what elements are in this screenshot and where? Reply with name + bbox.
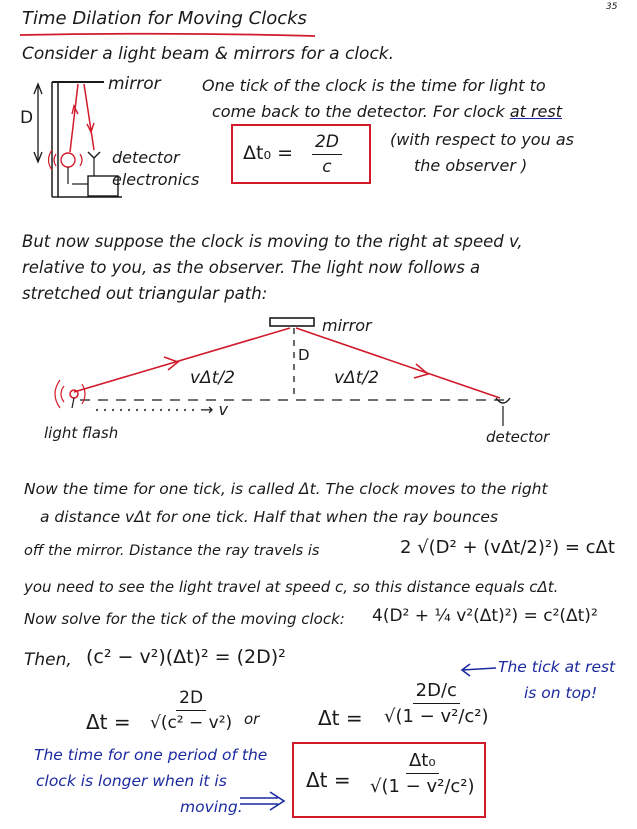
triangle-mirror-label: mirror (322, 316, 372, 335)
conclusion-arrow-icon (238, 790, 288, 812)
final-eq-fraction (370, 750, 475, 797)
page-title: Time Dilation for Moving Clocks (22, 8, 307, 29)
triangle-detector-label: detector (486, 428, 550, 446)
tick-text-line1: One tick of the clock is the time for light to (202, 76, 546, 95)
derivation-line6b: (c² − v²)(Δt)² = (2D)² (86, 646, 286, 668)
derivation-line1: Now the time for one tick, is called Δt. The clock moves to the right (24, 480, 548, 498)
tick-text-line2 (212, 104, 562, 120)
tick-text-line4: the observer ) (414, 156, 528, 175)
triangle-right-leg-label: vΔt/2 (334, 368, 379, 388)
intro-text: Consider a light beam & mirrors for a clock. (22, 44, 395, 64)
result2-num: 2D/c (413, 680, 460, 704)
conclusion-line1: The time for one period of the (34, 746, 268, 764)
derivation-line5b: 4(D² + ¼ v²(Δt)²) = c²(Δt)² (372, 606, 598, 626)
triangle-left-leg-label: vΔt/2 (190, 368, 235, 388)
conclusion-line3: moving. (180, 798, 243, 816)
result2-fraction (384, 680, 489, 727)
rest-eq-fraction (312, 132, 342, 177)
triangle-D-label: D (298, 346, 310, 364)
derivation-line3b: 2 √(D² + (vΔt/2)²) = cΔt (400, 537, 615, 558)
title-underline (20, 32, 320, 38)
note-tick-line1: The tick at rest (498, 658, 616, 676)
result2-lhs: Δt = (318, 706, 363, 730)
derivation-line3a: off the mirror. Distance the ray travels is (24, 543, 320, 559)
result1-fraction (150, 688, 232, 733)
clock-mirror-label: mirror (108, 74, 161, 94)
page-number: 35 (606, 2, 618, 12)
derivation-line4: you need to see the light travel at speed c, so this distance equals cΔt. (24, 578, 559, 596)
moving-text-line2: relative to you, as the observer. The light now follows a (22, 258, 481, 277)
derivation-line2: a distance vΔt for one tick. Half that when the ray bounces (40, 508, 499, 526)
tick-text-at-rest: at rest (509, 102, 563, 121)
final-eq-num: Δt₀ (406, 750, 439, 774)
final-eq-den: √(1 − v²/c²) (370, 776, 475, 797)
final-eq-lhs: Δt = (306, 768, 351, 792)
rest-eq-den: c (322, 157, 332, 177)
rest-eq-num: 2D (312, 132, 342, 155)
clock-detector-label: detector (112, 148, 180, 167)
tick-text-line3: (with respect to you as (390, 130, 574, 149)
result1-num: 2D (176, 688, 206, 711)
derivation-line5a: Now solve for the tick of the moving clock: (24, 610, 345, 628)
moving-text-line1: But now suppose the clock is moving to the right at speed v, (22, 232, 523, 251)
result2-den: √(1 − v²/c²) (384, 706, 489, 727)
derivation-line6a: Then, (24, 650, 72, 670)
note-tick-line2: is on top! (524, 684, 598, 702)
note-arrow-icon (458, 658, 498, 678)
rest-eq-lhs: Δt₀ = (243, 142, 294, 164)
result1-lhs: Δt = (86, 710, 131, 734)
tick-text-line2a: come back to the detector. For clock (212, 102, 505, 121)
moving-text-line3: stretched out triangular path: (22, 284, 268, 303)
conclusion-line2: clock is longer when it is (36, 772, 227, 790)
triangle-v-label: → v (200, 400, 228, 419)
clock-electronics-label: electronics (112, 170, 200, 189)
result1-den: √(c² − v²) (150, 713, 233, 733)
triangle-flash-label: light flash (44, 424, 119, 442)
result1-or: or (244, 710, 260, 728)
clock-D-label: D (20, 108, 34, 128)
